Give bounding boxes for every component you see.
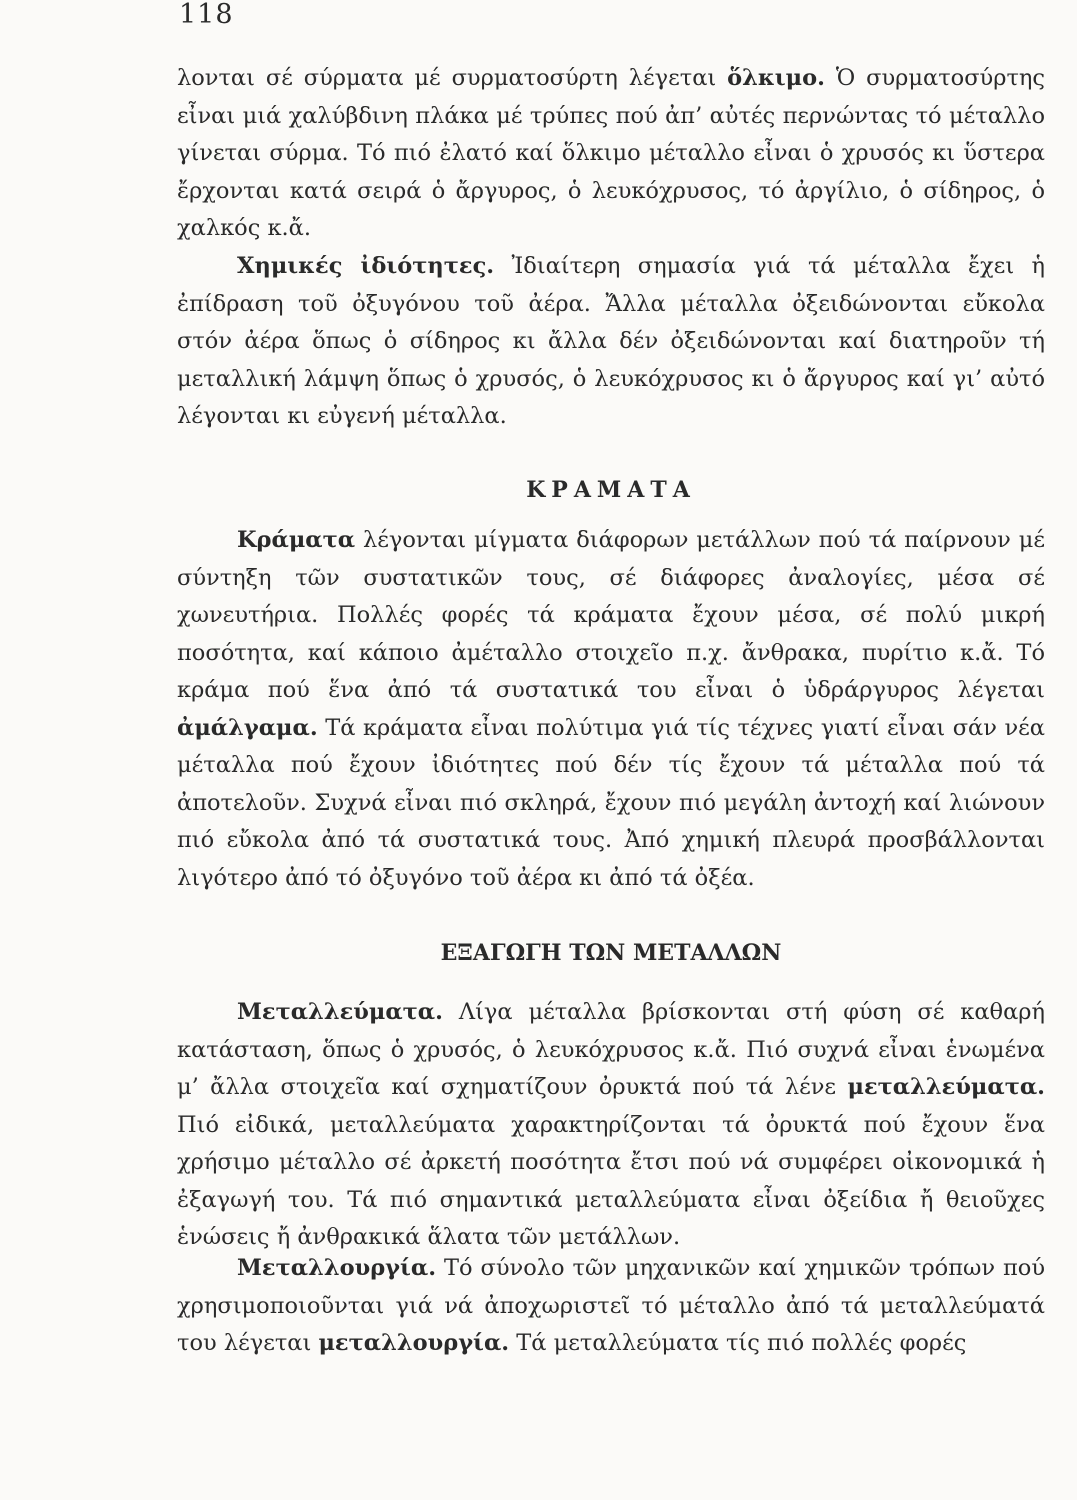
text: Λίγα μέταλλα βρίσκονται στή φύση σέ καθαρή κατάσταση, ὅπως ὁ χρυσός, ὁ λευκόχρυσος κ.ἄ. Πιό συχνά εἶναι ἑνωμένα μ’ ἄλλα στοιχεῖα καί σχηματίζουν ὀρυκτά πού τά λένε <box>177 999 1045 1100</box>
text: Ἰδιαίτερη σημασία γιά τά μέταλλα ἔχει ἡ ἐπίδραση τοῦ ὀξυγόνου τοῦ ἀέρα. Ἄλλα μέταλλα ὀξειδώνονται εὔκολα στόν ἀέρα ὅπως ὁ σίδηρος κι ἄλλα δέν ὀξειδώνονται καί διατηροῦν τή μεταλλική λάμψη ὅπως ὁ χρυσός, ὁ λευκόχρυσος κι ὁ ἄργυρος καί γι’ αὐτό λέγονται κι εὐγενή μέταλλα. <box>177 253 1046 429</box>
paragraph-metallurgy <box>177 1250 1045 1363</box>
text: Τά κράματα εἶναι πολύτιμα γιά τίς τέχνες γιατί εἶναι σάν νέα μέταλλα πού ἔχουν ἰδιότητες πού δέν τίς ἔχουν τά μέταλλα πού τά ἀποτελοῦν. Συχνά εἶναι πιό σκληρά, ἔχουν πιό μεγάλη ἀντοχή καί λιώνουν πιό εὔκολα ἀπό τά συστατικά τους. Ἀπό χημική πλευρά προσβάλλονται λιγότερο ἀπό τό ὀξυγόνο τοῦ ἀέρα κι ἀπό τά ὀξέα. <box>177 714 1045 891</box>
term-ductile: ὅλκιμο. <box>727 65 825 91</box>
text: Πιό εἰδικά, μεταλλεύματα χαρακτηρίζονται τά ὀρυκτά πού ἔχουν ἕνα χρήσιμο μέταλλο σέ ἀρκετή ποσότητα ἔτσι πού νά συμφέρει οἰκονομικά ἡ ἐξαγωγή του. Τά πιό σημαντικά μεταλλεύματα εἶναι ὀξείδια ἤ θειοῦχες ἑνώσεις ἤ ἀνθρακικά ἅλατα τῶν μετάλλων. <box>177 1111 1045 1250</box>
paragraph-alloys <box>177 522 1045 897</box>
section-heading-extraction: ΕΞΑΓΩΓΗ ΤΩΝ ΜΕΤΑΛΛΩΝ <box>440 940 782 966</box>
text: λονται σέ σύρματα μέ συρματοσύρτη λέγεται <box>177 65 728 91</box>
term-alloys: Κράματα <box>237 527 356 553</box>
term-ores: Μεταλλεύματα. <box>237 999 443 1025</box>
term-metallurgy: Μεταλλουργία. <box>237 1255 437 1281</box>
page-number: 118 <box>179 0 234 30</box>
paragraph-chemical-properties <box>177 248 1045 436</box>
term-amalgam: ἀμάλγαμα. <box>177 714 318 741</box>
paragraph-ores <box>177 994 1045 1257</box>
term-chemical-properties: Χημικές ἰδιότητες. <box>237 253 495 279</box>
term-metallurgy-bold: μεταλλουργία. <box>318 1330 510 1356</box>
text: Τά μεταλλεύματα τίς πιό πολλές φορές <box>509 1330 967 1356</box>
term-ores-bold: μεταλλεύματα. <box>847 1074 1045 1100</box>
text: λέγονται μίγματα διάφορων μετάλλων πού τά παίρνουν μέ σύντηξη τῶν συστατικῶν τους, σέ διάφορες ἀναλογίες, μέσα σέ χωνευτήρια. Πολλές φορές τά κράματα ἔχουν μέσα, σέ πολύ μικρή ποσότητα, καί κάποιο ἀμέταλλο στοιχεῖο π.χ. ἄνθρακα, πυρίτιο κ.ἄ. Τό κράμα πού ἕνα ἀπό τά συστατικά του εἶναι ὁ ὑδράργυρος λέγεται <box>177 527 1045 703</box>
text: Ὁ συρματοσύρτης εἶναι μιά χαλύβδινη πλάκα μέ τρύπες πού ἀπ’ αὐτές περνώντας τό μέταλλο γίνεται σύρμα. Τό πιό ἐλατό καί ὅλκιμο μέταλλο εἶναι ὁ χρυσός κι ὕστερα ἔρχονται κατά σειρά ὁ ἄργυρος, ὁ λευκόχρυσος, τό ἀργίλιο, ὁ σίδηρος, ὁ χαλκός κ.ἄ. <box>177 65 1045 241</box>
section-heading-alloys: ΚΡΑΜΑΤΑ <box>526 477 696 503</box>
paragraph-ductility <box>177 60 1045 248</box>
text: Τό σύνολο τῶν μηχανικῶν καί χημικῶν τρόπων πού χρησιμοποιοῦνται γιά νά ἀποχωριστεῖ τό μέταλλο ἀπό τά μεταλλεύματά του λέγεται <box>177 1255 1045 1356</box>
